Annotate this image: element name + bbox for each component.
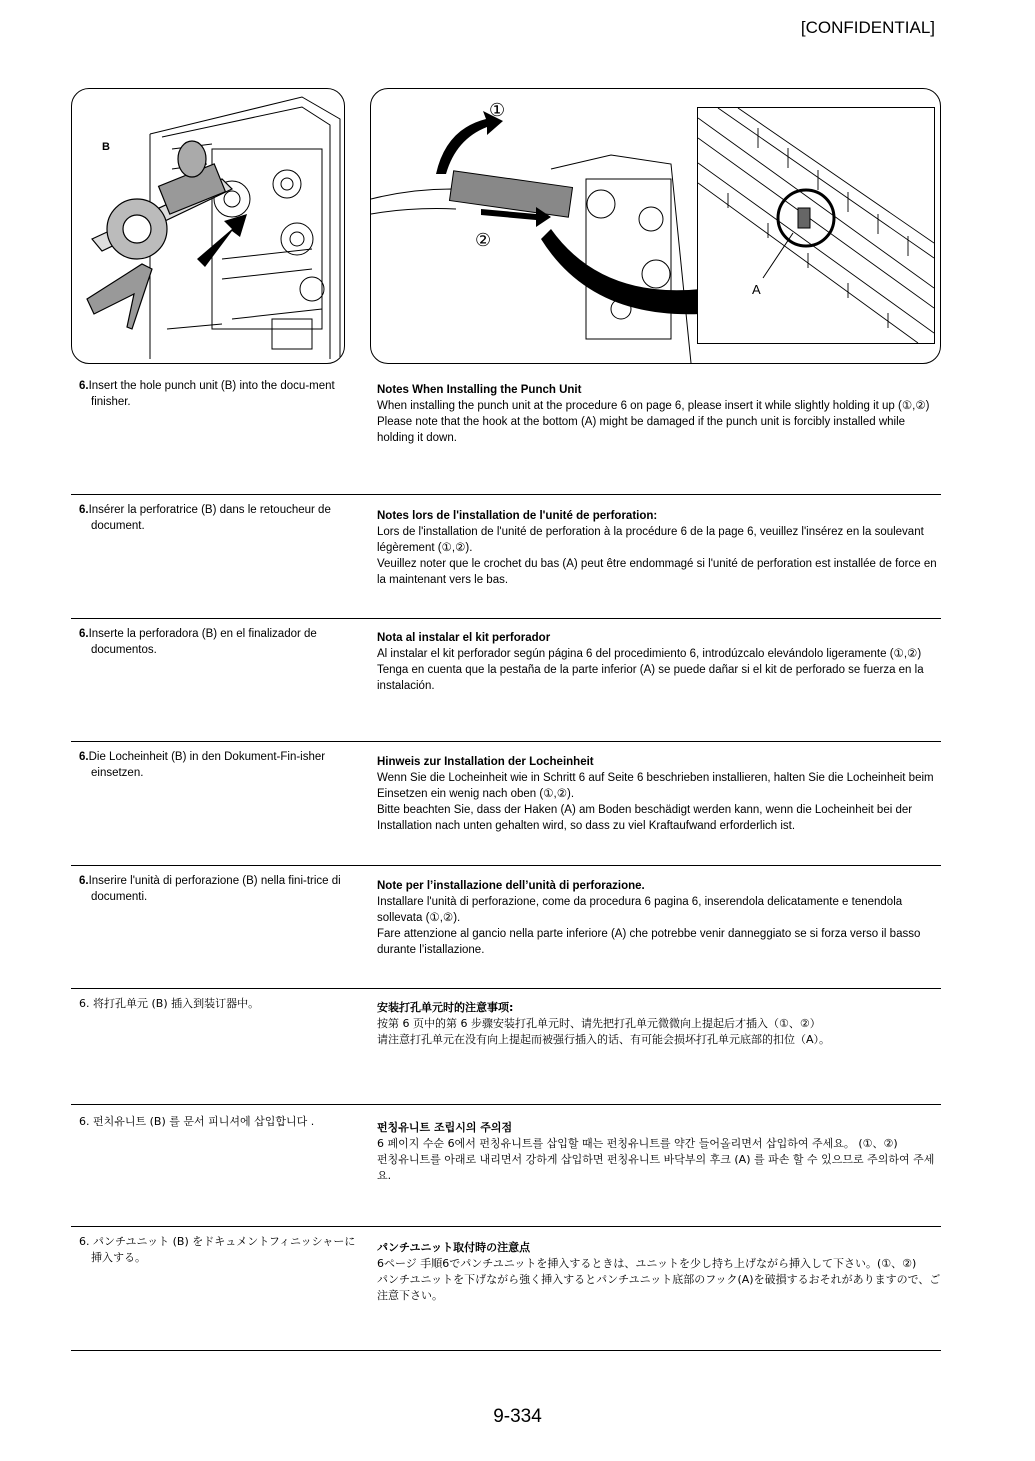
step-text: 6. パンチユニット (B) をドキュメントフィニッシャーに挿入する。 (79, 1235, 356, 1264)
step-text: 6.Insérer la perforatrice (B) dans le retoucheur de document. (79, 504, 331, 532)
step-text: 6.Die Locheinheit (B) in den Dokument-Fin-isher einsetzen. (79, 751, 326, 779)
caution-note: Nota al instalar el kit perforador Al instalar el kit perforador según página 6 del procedimiento 6, introdúzcalo elevándolo ligeramente (①,②) Tenga en cuenta que la pestaña de la parte inferior (A) se puede dañar si el kit de perforado se fuerza en la instalación. (377, 632, 924, 692)
divider (71, 988, 941, 989)
label-a: A (752, 282, 761, 297)
step-text: 6.Inserte la perforadora (B) en el finalizador de documentos. (79, 628, 317, 656)
caution-note: Notes When Installing the Punch Unit When installing the punch unit at the procedure 6 on page 6, please insert it while slightly holding it up (①,②) Please note that the hook at the bottom (A) might be damaged if the punch unit is forcibly installed while holding it down. (377, 384, 930, 444)
hook-detail-drawing (698, 108, 934, 343)
divider (71, 1226, 941, 1227)
step-text: 6.Inserire l'unità di perforazione (B) nella fini-trice di documenti. (79, 875, 341, 903)
caution-note: 安装打孔单元时的注意事项: 按第 6 页中的第 6 步骤安装打孔单元时、请先把打孔单元微微向上提起后才插入（①、②） 请注意打孔单元在没有向上提起而被强行插入的话、有可能会损坏打孔单元底部的扣位（A）。 (377, 1001, 831, 1046)
divider (71, 741, 941, 742)
divider (71, 865, 941, 866)
step-text: 6. 펀치유니트 (B) 를 문서 피니셔에 삽입합니다 . (79, 1115, 315, 1128)
illustration-punch-unit-insert (71, 88, 345, 364)
divider (71, 1350, 941, 1351)
caution-note: パンチユニット取付時の注意点 6ページ 手順6でパンチユニットを挿入するときは、ユニットを少し持ち上げながら挿入して下さい。(①、②) パンチユニットを下げながら強く挿入するとパンチユニット底部のフック(A)を破損するおそれがありますので、ご注意下さい。 (377, 1241, 941, 1302)
page-number: 9-334 (493, 1406, 542, 1427)
caution-note: 펀칭유니트 조립시의 주의점 6 페이지 수순 6에서 펀칭유니트를 삽입할 때는 펀칭유니트를 약간 들어올리면서 삽입하여 주세요。 (①、②) 펀칭유니트를 아래로 내리면서 강하게 삽입하면 펀칭유니트 바닥부의 후크 (A) 를 파손 할 수 있으므로 주의하여 주세요. (377, 1121, 935, 1182)
divider (71, 1104, 941, 1105)
detail-inset-hook (697, 107, 935, 344)
step-text: 6. 将打孔单元 (B) 插入到装订器中。 (79, 997, 260, 1010)
label-b: B (102, 141, 110, 153)
illustration-punch-unit-lift (370, 88, 941, 364)
finisher-drawing (72, 89, 344, 363)
caution-note: Note per l’installazione dell’unità di perforazione. Installare l'unità di perforazione, come da procedura 6 pagina 6, inserendola delicatamente e tenendola sollevata (①,②). Fare attenzione al gancio nella parte inferiore (A) che potrebbe venir danneggiato se si forza verso il basso durante l’istallazione. (377, 880, 921, 956)
divider (71, 618, 941, 619)
confidential-header: [CONFIDENTIAL] (800, 18, 935, 37)
label-step-1: ① (489, 100, 506, 121)
label-step-2: ② (475, 230, 492, 251)
caution-note: Notes lors de l'installation de l'unité de perforation: Lors de l'installation de l'unité de perforation à la procédure 6 de la page 6, veuillez l'insérez en la soulevant légèrement (①,②). Veuillez noter que le crochet du bas (A) peut être endommagé si l'unité de perforation est installée de force en la maintenant vers le bas. (377, 510, 937, 586)
divider (71, 494, 941, 495)
caution-note: Hinweis zur Installation der Locheinheit Wenn Sie die Locheinheit wie in Schritt 6 auf Seite 6 beschrieben installieren, halten Sie die Locheinheit beim Einsetzen ein wenig nach oben (①,②). Bitte beachten Sie, dass der Haken (A) am Boden beschädigt werden kann, wenn die Locheinheit bei der Installation nach unten gehalten wird, so dass zu viel Kraftaufwand erforderlich ist. (377, 756, 934, 832)
step-text: 6.Insert the hole punch unit (B) into the docu-ment finisher. (79, 380, 335, 408)
